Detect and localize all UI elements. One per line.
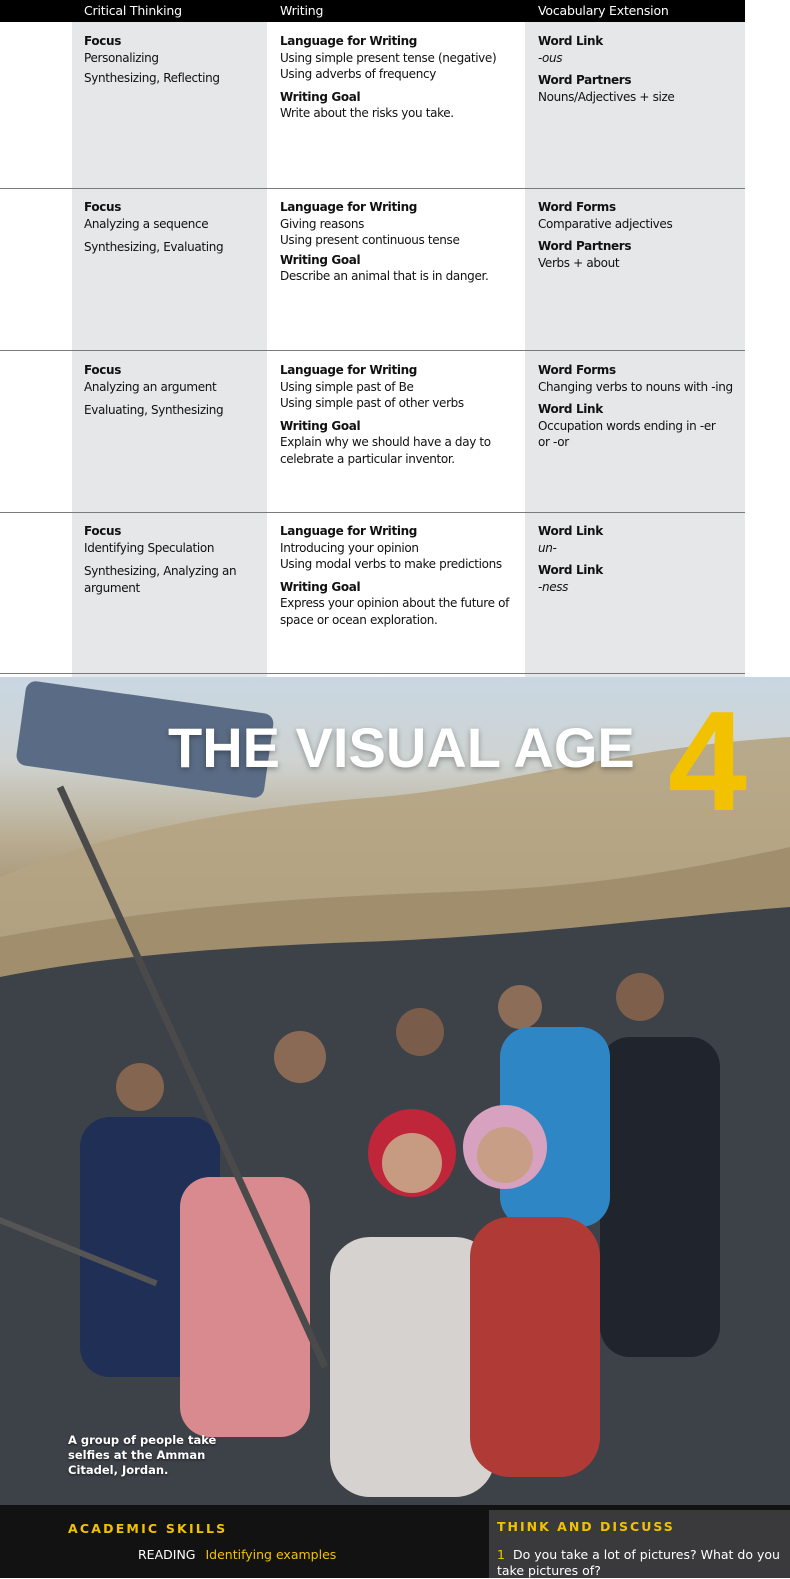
reading-skill-value: Identifying examples [205,1547,337,1562]
writing-line: Giving reasons [280,216,365,231]
unit-opener-photo [0,677,790,1505]
row-divider [0,350,745,351]
vocab-line: un- [538,540,557,555]
writing-line: Using simple present tense (negative) [280,50,497,65]
vocab-line: Nouns/Adjectives + size [538,89,675,104]
writing-line: Introducing your opinion [280,540,419,555]
word-partners-heading: Word Partners [538,73,632,87]
focus-line: Analyzing an argument [84,379,217,394]
focus-heading: Focus [84,34,122,48]
writing-line: Using simple past of Be [280,379,414,394]
focus-line: Analyzing a sequence [84,216,209,231]
word-link-heading: Word Link [538,34,603,48]
focus-heading: Focus [84,200,122,214]
row-1-writing-cell [280,33,496,122]
header-vocabulary-extension: Vocabulary Extension [538,3,669,18]
bottom-band [0,1505,790,1578]
academic-skills-title: ACADEMIC SKILLS [68,1521,228,1536]
think-and-discuss-box [489,1510,790,1578]
word-forms-heading: Word Forms [538,363,616,377]
word-forms-heading: Word Forms [538,200,616,214]
row-divider [0,512,745,513]
writing-goal-heading: Writing Goal [280,579,361,594]
row-1-vocab-cell [538,33,674,105]
word-link-heading: Word Link [538,563,603,577]
header-writing: Writing [280,3,324,18]
row-4-critical-cell [84,523,236,596]
writing-line: Write about the risks you take. [280,106,454,120]
photo-caption: A group of people take selfies at the Amman Citadel, Jordan. [68,1433,217,1477]
word-link-heading: Word Link [538,524,603,538]
row-3-writing-cell [280,362,491,467]
writing-goal-heading: Writing Goal [280,418,361,433]
row-divider [0,673,745,674]
focus-line: Identifying Speculation [84,540,215,555]
writing-line: Using simple past of other verbs [280,396,464,410]
think-and-discuss-title: THINK AND DISCUSS [497,1519,675,1534]
vocab-line: -ous [538,50,563,65]
writing-goal-heading: Writing Goal [280,89,361,104]
row-2-writing-cell [280,199,488,285]
row-4-vocab-cell [538,523,603,595]
language-for-writing-heading: Language for Writing [280,524,418,538]
writing-line: Describe an animal that is in danger. [280,269,489,283]
writing-line: Using present continuous tense [280,233,460,247]
reading-skill-line [138,1547,336,1562]
focus-line: Personalizing [84,50,159,65]
header-critical-thinking: Critical Thinking [84,3,182,18]
row-3-vocab-cell [538,362,733,451]
row-2-critical-cell [84,199,223,256]
vocab-line: -ness [538,579,569,594]
row-divider [0,188,745,189]
vocab-line: Comparative adjectives [538,216,673,231]
language-for-writing-heading: Language for Writing [280,363,418,377]
focus-line: Synthesizing, Analyzing an [84,564,237,578]
focus-heading: Focus [84,363,122,377]
vocab-line: Occupation words ending in -er [538,418,716,433]
focus-line: Synthesizing, Reflecting [84,71,220,85]
writing-line: space or ocean exploration. [280,612,438,627]
language-for-writing-heading: Language for Writing [280,34,418,48]
unit-number: 4 [668,682,747,841]
row-3-critical-cell [84,362,223,419]
language-for-writing-heading: Language for Writing [280,200,418,214]
writing-line: Explain why we should have a day to [280,435,491,449]
focus-line: Synthesizing, Evaluating [84,240,224,254]
row-1-critical-cell [84,33,220,87]
unit-title: THE VISUAL AGE [168,716,635,779]
writing-line: celebrate a particular inventor. [280,451,455,466]
word-link-heading: Word Link [538,402,603,416]
focus-line: argument [84,580,140,595]
writing-goal-heading: Writing Goal [280,252,361,267]
row-4-writing-cell [280,523,509,628]
question-number: 1 [497,1547,505,1562]
focus-line: Evaluating, Synthesizing [84,403,224,417]
reading-label: READING [138,1547,196,1562]
writing-line: Express your opinion about the future of [280,596,509,610]
vocab-line: Changing verbs to nouns with -ing [538,379,733,394]
focus-heading: Focus [84,524,122,538]
word-partners-heading: Word Partners [538,239,632,253]
writing-line: Using modal verbs to make predictions [280,557,502,571]
question-text: Do you take a lot of pictures? What do you take pictures of? [497,1547,780,1578]
discussion-question [497,1547,782,1579]
vocab-line: or -or [538,435,569,449]
row-2-vocab-cell [538,199,672,271]
vocab-line: Verbs + about [538,255,620,270]
table-header [0,0,745,22]
writing-line: Using adverbs of frequency [280,67,436,81]
